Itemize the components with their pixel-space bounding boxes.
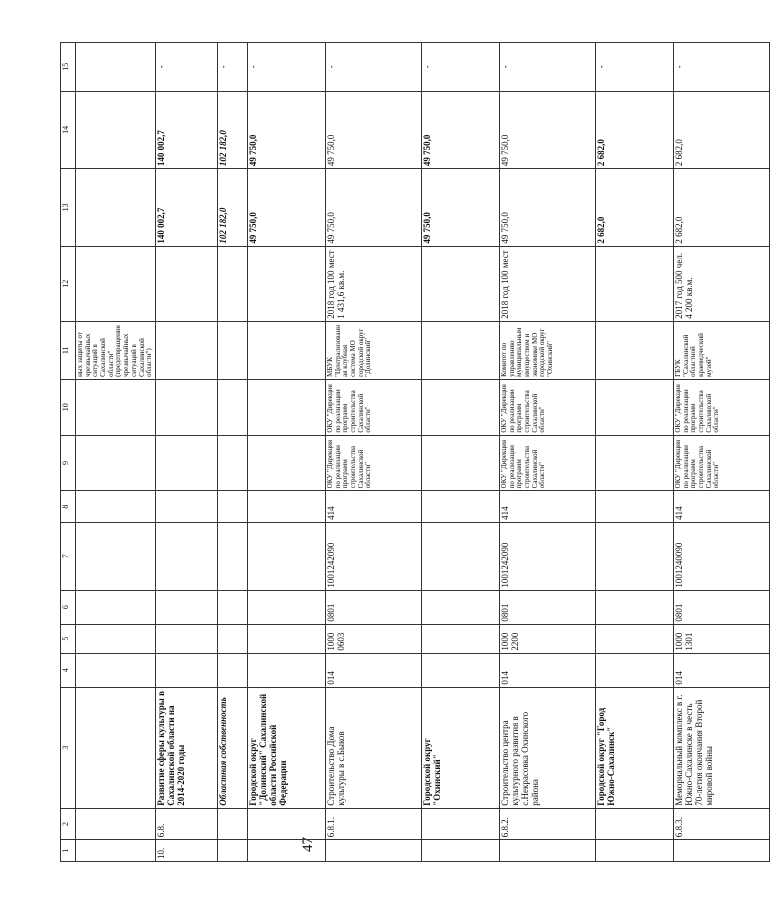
table-row xyxy=(421,43,499,862)
cell-col-14: 49 750,0 xyxy=(499,91,595,169)
cell-col-10: ОКУ "Дирекция по реализации программ строительства Сахалинской области" xyxy=(673,379,769,435)
cell-col-2: 6.8.2. xyxy=(499,808,595,840)
cell-col-5 xyxy=(155,624,217,653)
cell-col-7 xyxy=(247,522,325,590)
table-row xyxy=(217,43,247,862)
cell-col-8: 414 xyxy=(325,491,421,523)
cell-col-15: - xyxy=(325,43,421,92)
cell-col-10 xyxy=(76,379,156,435)
cell-col-4 xyxy=(76,653,156,687)
cell-col-1 xyxy=(217,840,247,862)
cell-col-8 xyxy=(76,491,156,523)
cell-col-12: 2018 год 100 мест 1 431,6 кв.м. xyxy=(325,246,421,321)
cell-col-12: 2018 год 100 мест xyxy=(499,246,595,321)
table-row xyxy=(155,43,217,862)
cell-col-9 xyxy=(595,435,673,491)
cell-col-15: - xyxy=(595,43,673,92)
cell-col-2 xyxy=(247,808,325,840)
cell-col-2 xyxy=(76,808,156,840)
cell-col-9 xyxy=(421,435,499,491)
cell-col-13: 140 002,7 xyxy=(155,169,217,247)
cell-col-6 xyxy=(76,590,156,624)
col-header: 12 xyxy=(61,246,76,321)
col-header: 14 xyxy=(61,91,76,169)
cell-col-2 xyxy=(217,808,247,840)
cell-col-8: 414 xyxy=(499,491,595,523)
cell-col-8 xyxy=(421,491,499,523)
cell-col-11: Комитет по управлению муниципальным имуществом и экономике МО городской округ "Охинский" xyxy=(499,321,595,379)
cell-col-3: Городской округ "Охинский" xyxy=(421,687,499,808)
cell-col-1: 10. xyxy=(155,840,217,862)
cell-col-1 xyxy=(673,840,769,862)
col-header: 7 xyxy=(61,522,76,590)
col-header: 8 xyxy=(61,491,76,523)
cell-col-7: 1001242090 xyxy=(499,522,595,590)
cell-col-2: 6.8. xyxy=(155,808,217,840)
cell-col-12 xyxy=(595,246,673,321)
cell-col-4 xyxy=(217,653,247,687)
cell-col-14 xyxy=(76,91,156,169)
cell-col-2 xyxy=(421,808,499,840)
cell-col-7: 1001242090 xyxy=(325,522,421,590)
cell-col-13: 102 182,0 xyxy=(217,169,247,247)
cell-col-10 xyxy=(247,379,325,435)
col-header: 13 xyxy=(61,169,76,247)
cell-col-15: - xyxy=(673,43,769,92)
cell-col-3: Развитие сферы культуры в Сахалинской области на 2014-2020 годы xyxy=(155,687,217,808)
cell-col-4 xyxy=(155,653,217,687)
column-number-row xyxy=(61,43,76,862)
cell-col-7 xyxy=(595,522,673,590)
cell-col-13 xyxy=(76,169,156,247)
cell-col-15: - xyxy=(155,43,217,92)
col-header: 5 xyxy=(61,624,76,653)
cell-col-1 xyxy=(595,840,673,862)
cell-col-4: 014 xyxy=(673,653,769,687)
cell-col-10 xyxy=(421,379,499,435)
cell-col-1 xyxy=(76,840,156,862)
cell-col-6: 0801 xyxy=(673,590,769,624)
cell-col-8 xyxy=(595,491,673,523)
cell-col-6 xyxy=(217,590,247,624)
cell-col-13: 2 682,0 xyxy=(673,169,769,247)
cell-col-14: 2 682,0 xyxy=(673,91,769,169)
cell-col-5 xyxy=(217,624,247,653)
col-header: 4 xyxy=(61,653,76,687)
cell-col-9 xyxy=(247,435,325,491)
cell-col-13: 2 682,0 xyxy=(595,169,673,247)
col-header: 11 xyxy=(61,321,76,379)
cell-col-14: 49 750,0 xyxy=(247,91,325,169)
table-row xyxy=(247,43,325,862)
cell-col-1 xyxy=(325,840,421,862)
cell-col-10 xyxy=(155,379,217,435)
cell-col-12: 2017 год 500 чел. 4 200 кв.м. xyxy=(673,246,769,321)
cell-col-5: 1000 0603 xyxy=(325,624,421,653)
cell-col-7 xyxy=(217,522,247,590)
cell-col-5 xyxy=(76,624,156,653)
cell-col-11: МБУК "Централизованная клубная система МО городской округ "Долинский" xyxy=(325,321,421,379)
cell-col-9: ОКУ "Дирекция по реализации программ строительства Сахалинской области" xyxy=(499,435,595,491)
col-header: 6 xyxy=(61,590,76,624)
cell-col-8 xyxy=(247,491,325,523)
cell-col-4: 014 xyxy=(325,653,421,687)
cell-col-12 xyxy=(421,246,499,321)
table-row xyxy=(325,43,421,862)
cell-col-10: ОКУ "Дирекция по реализации программ строительства Сахалинской области" xyxy=(499,379,595,435)
table-row xyxy=(673,43,769,862)
cell-col-13: 49 750,0 xyxy=(421,169,499,247)
cell-col-3: Областная собственность xyxy=(217,687,247,808)
cell-col-6 xyxy=(595,590,673,624)
cell-col-6: 0801 xyxy=(499,590,595,624)
cell-col-2: 6.8.3. xyxy=(673,808,769,840)
cell-col-5 xyxy=(595,624,673,653)
cell-col-13: 49 750,0 xyxy=(499,169,595,247)
cell-col-3: Строительство Дома культуры в с.Быков xyxy=(325,687,421,808)
cell-col-10: ОКУ "Дирекция по реализации программ строительства Сахалинской области" xyxy=(325,379,421,435)
cell-col-3 xyxy=(76,687,156,808)
col-header: 15 xyxy=(61,43,76,92)
cell-col-7 xyxy=(155,522,217,590)
cell-col-11 xyxy=(595,321,673,379)
cell-col-6 xyxy=(421,590,499,624)
col-header: 2 xyxy=(61,808,76,840)
cell-col-10 xyxy=(217,379,247,435)
cell-col-15: - xyxy=(217,43,247,92)
cell-col-5: 1000 1301 xyxy=(673,624,769,653)
cell-col-4 xyxy=(595,653,673,687)
col-header: 10 xyxy=(61,379,76,435)
table-row xyxy=(76,43,156,862)
cell-col-7 xyxy=(421,522,499,590)
cell-col-1 xyxy=(421,840,499,862)
cell-col-8 xyxy=(155,491,217,523)
cell-col-9 xyxy=(76,435,156,491)
cell-col-12 xyxy=(76,246,156,321)
cell-col-14: 102 182,0 xyxy=(217,91,247,169)
cell-col-15: - xyxy=(421,43,499,92)
cell-col-3: Мемориальный комплекс в г. Южно-Сахалинске в честь 70-летия окончания Второй мировой войны xyxy=(673,687,769,808)
cell-col-11: ных защиты от чрезвычайных ситуаций в Сахалинской области" (предотвращения чрезвычайных ситуаций в Сахалинской области") xyxy=(76,321,156,379)
cell-col-4 xyxy=(247,653,325,687)
cell-col-11: ГБУК "Сахалинский областной краеведческий музей" xyxy=(673,321,769,379)
cell-col-13: 49 750,0 xyxy=(247,169,325,247)
cell-col-6 xyxy=(247,590,325,624)
cell-col-3: Городской округ "Город Южно-Сахалинск" xyxy=(595,687,673,808)
cell-col-11 xyxy=(247,321,325,379)
cell-col-4 xyxy=(421,653,499,687)
cell-col-10 xyxy=(595,379,673,435)
cell-col-14: 140 002,7 xyxy=(155,91,217,169)
table-row xyxy=(595,43,673,862)
col-header: 9 xyxy=(61,435,76,491)
cell-col-2 xyxy=(595,808,673,840)
page-number: 47 xyxy=(300,837,316,852)
cell-col-3: Строительство центра культурного развития в с.Некрасовка Охинского района xyxy=(499,687,595,808)
cell-col-8 xyxy=(217,491,247,523)
cell-col-5 xyxy=(247,624,325,653)
cell-col-15 xyxy=(76,43,156,92)
cell-col-3: Городской округ "Долинский" Сахалинской области Российской Федерации xyxy=(247,687,325,808)
cell-col-14: 49 750,0 xyxy=(421,91,499,169)
cell-col-12 xyxy=(155,246,217,321)
cell-col-14: 2 682,0 xyxy=(595,91,673,169)
cell-col-11 xyxy=(421,321,499,379)
cell-col-6: 0801 xyxy=(325,590,421,624)
cell-col-11 xyxy=(155,321,217,379)
cell-col-6 xyxy=(155,590,217,624)
cell-col-12 xyxy=(247,246,325,321)
cell-col-1 xyxy=(499,840,595,862)
cell-col-11 xyxy=(217,321,247,379)
cell-col-1 xyxy=(247,840,325,862)
cell-col-14: 49 750,0 xyxy=(325,91,421,169)
cell-col-7 xyxy=(76,522,156,590)
cell-col-13: 49 750,0 xyxy=(325,169,421,247)
cell-col-9: ОКУ "Дирекция по реализации программ строительства Сахалинской области" xyxy=(325,435,421,491)
cell-col-9 xyxy=(155,435,217,491)
budget-table xyxy=(60,42,770,862)
cell-col-12 xyxy=(217,246,247,321)
cell-col-5: 1000 2200 xyxy=(499,624,595,653)
cell-col-5 xyxy=(421,624,499,653)
cell-col-7: 1001240090 xyxy=(673,522,769,590)
col-header: 3 xyxy=(61,687,76,808)
rotated-table-wrapper xyxy=(60,42,721,862)
cell-col-9 xyxy=(217,435,247,491)
cell-col-4: 014 xyxy=(499,653,595,687)
table-row xyxy=(499,43,595,862)
col-header: 1 xyxy=(61,840,76,862)
cell-col-15: - xyxy=(499,43,595,92)
cell-col-9: ОКУ "Дирекция по реализации программ строительства Сахалинской области" xyxy=(673,435,769,491)
cell-col-2: 6.8.1. xyxy=(325,808,421,840)
cell-col-8: 414 xyxy=(673,491,769,523)
cell-col-15: - xyxy=(247,43,325,92)
